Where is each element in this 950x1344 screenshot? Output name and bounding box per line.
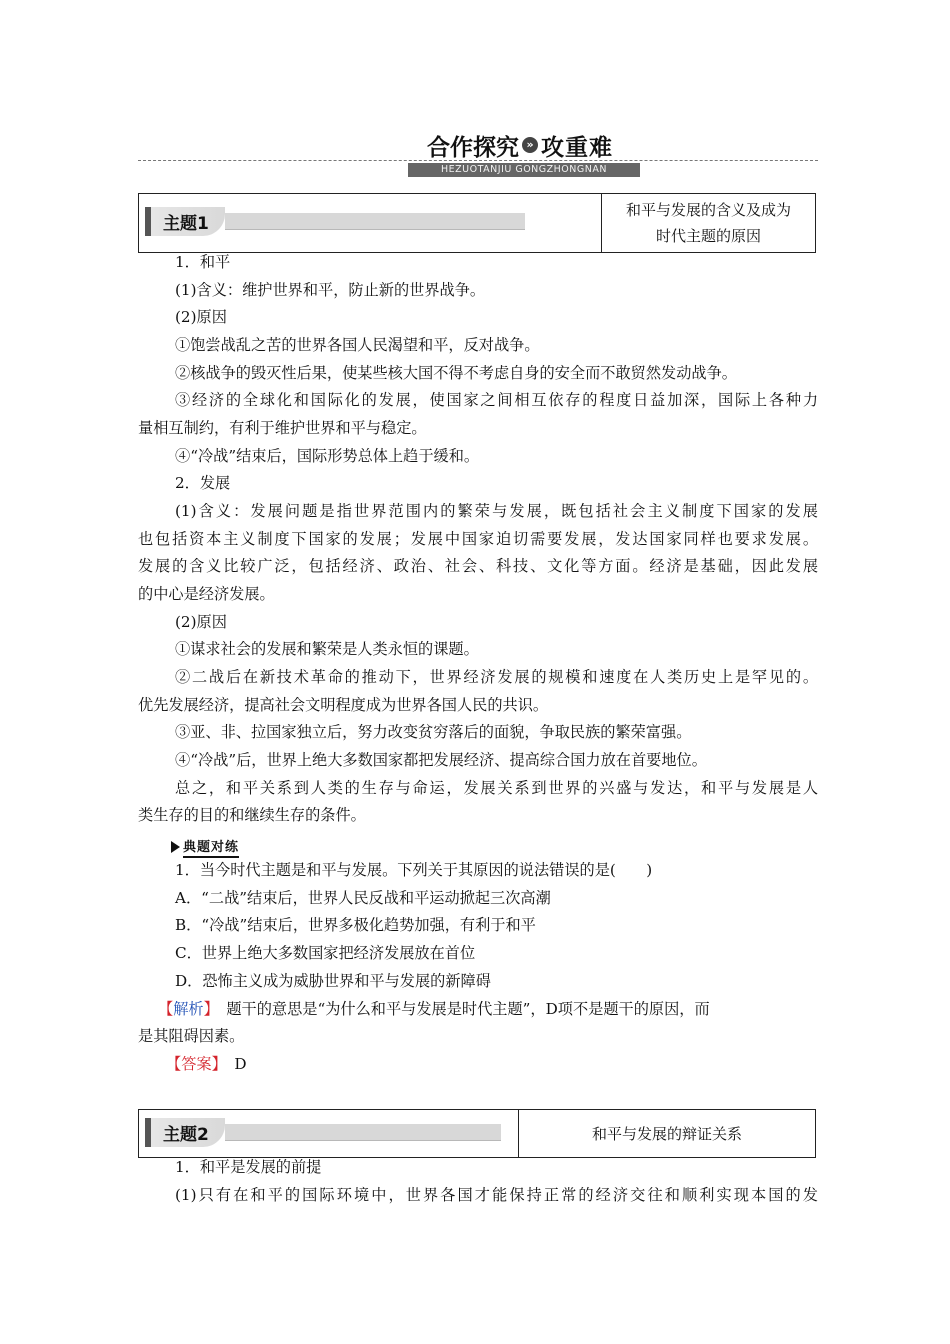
topic1-tag-label: 主题1 <box>151 207 225 236</box>
paragraph-line: ③亚、非、拉国家独立后，努力改变贫穷落后的面貌，争取民族的繁荣富强。 <box>175 723 692 741</box>
banner-title-left: 合作探究 <box>427 134 519 161</box>
answer-label: 【答案】 <box>166 1055 220 1073</box>
banner-subtitle: HEZUOTANJIU GONGZHONGNAN <box>408 163 640 177</box>
answer-value: D <box>234 1055 247 1073</box>
paragraph-line: ②核战争的毁灭性后果，使某些核大国不得不考虑自身的安全而不敢贸然发动战争。 <box>175 364 737 382</box>
topic1-title-line1: 和平与发展的含义及成为 <box>625 201 791 219</box>
topic1-title <box>602 194 815 252</box>
question-option-b: B．“冷战”结束后，世界多极化趋势加强，有利于和平 <box>175 916 536 934</box>
analysis-label: 解析 <box>173 1000 204 1018</box>
analysis-bracket-open: 【 <box>158 1000 174 1018</box>
banner-title-right: 攻重难 <box>541 134 613 161</box>
question-option-a: A．“二战”结束后，世界人民反战和平运动掀起三次高潮 <box>175 889 551 907</box>
tag-notch-icon <box>145 207 151 236</box>
tag-notch-icon <box>145 1118 151 1147</box>
paragraph-line: 1．和平是发展的前提 <box>175 1158 322 1176</box>
paragraph-line: 优先发展经济，提高社会文明程度成为世界各国人民的共识。 <box>138 696 549 714</box>
paragraph-line: 量相互制约，有利于维护世界和平与稳定。 <box>138 419 427 437</box>
paragraph-line: ②二战后在新技术革命的推动下，世界经济发展的规模和速度在人类历史上是罕见的。 <box>175 668 818 686</box>
section-banner <box>138 130 818 178</box>
topic1-tag <box>151 207 525 236</box>
paragraph-line: 也包括资本主义制度下国家的发展；发展中国家迫切需要发展，发达国家同样也要求发展。 <box>138 530 818 548</box>
topic2-tag <box>151 1118 501 1147</box>
paragraph-line: (1)只有在和平的国际环境中，世界各国才能保持正常的经济交往和顺利实现本国的发 <box>175 1186 818 1204</box>
paragraph-line: 2．发展 <box>175 474 231 492</box>
topic1-header <box>138 193 816 253</box>
question-stem: 1．当今时代主题是和平与发展。下列关于其原因的说法错误的是( ) <box>175 861 653 879</box>
paragraph-line: 1．和平 <box>175 253 231 271</box>
chevron-right-icon: » <box>522 137 538 153</box>
analysis-bracket-close: 】 <box>203 1000 212 1018</box>
topic2-tag-cell <box>139 1110 519 1157</box>
paragraph-line: (1)含义：维护世界和平，防止新的世界战争。 <box>175 281 486 299</box>
practice-label: 典题对练 <box>183 836 239 858</box>
topic1-tag-cell <box>139 194 602 252</box>
practice-heading <box>171 836 239 858</box>
paragraph-line: ④“冷战”后，世界上绝大多数国家都把发展经济、提高综合国力放在首要地位。 <box>175 751 707 769</box>
paragraph-line: (1)含义：发展问题是指世界范围内的繁荣与发展，既包括社会主义制度下国家的发展 <box>175 502 818 520</box>
banner-title <box>423 130 617 160</box>
topic2-title <box>519 1110 815 1157</box>
question-option-d: D．恐怖主义成为威胁世界和平与发展的新障碍 <box>175 972 491 990</box>
paragraph-line: ③经济的全球化和国际化的发展，使国家之间相互依存的程度日益加深，国际上各种力 <box>175 391 818 409</box>
paragraph-line: (2)原因 <box>175 308 227 326</box>
topic2-title-text: 和平与发展的辩证关系 <box>591 1124 742 1143</box>
topic1-tag-bar <box>225 213 525 230</box>
paragraph-line: 发展的含义比较广泛，包括经济、政治、社会、科技、文化等方面。经济是基础，因此发展 <box>138 557 818 575</box>
paragraph-line: 类生存的目的和继续生存的条件。 <box>138 806 366 824</box>
topic2-tag-label: 主题2 <box>151 1118 225 1147</box>
topic1-title-line2: 时代主题的原因 <box>655 227 761 245</box>
paragraph-line: (2)原因 <box>175 613 227 631</box>
analysis-text: 题干的意思是“为什么和平与发展是时代主题”，D项不是题干的原因，而 <box>226 1000 710 1018</box>
paragraph-line: ①饱尝战乱之苦的世界各国人民渴望和平，反对战争。 <box>175 336 540 354</box>
paragraph-line: ①谋求社会的发展和繁荣是人类永恒的课题。 <box>175 640 479 658</box>
topic2-header <box>138 1109 816 1158</box>
answer-line <box>166 1054 818 1074</box>
paragraph-line: ④“冷战”结束后，国际形势总体上趋于缓和。 <box>175 447 480 465</box>
analysis-line2: 是其阻碍因素。 <box>138 1027 245 1045</box>
question-option-c: C．世界上绝大多数国家把经济发展放在首位 <box>175 944 476 962</box>
triangle-right-icon <box>171 841 180 853</box>
paragraph-line: 总之，和平关系到人类的生存与命运，发展关系到世界的兴盛与发达，和平与发展是人 <box>175 779 818 797</box>
topic2-tag-bar <box>225 1124 501 1141</box>
paragraph-line: 的中心是经济发展。 <box>138 585 275 603</box>
analysis-line1 <box>158 999 818 1019</box>
